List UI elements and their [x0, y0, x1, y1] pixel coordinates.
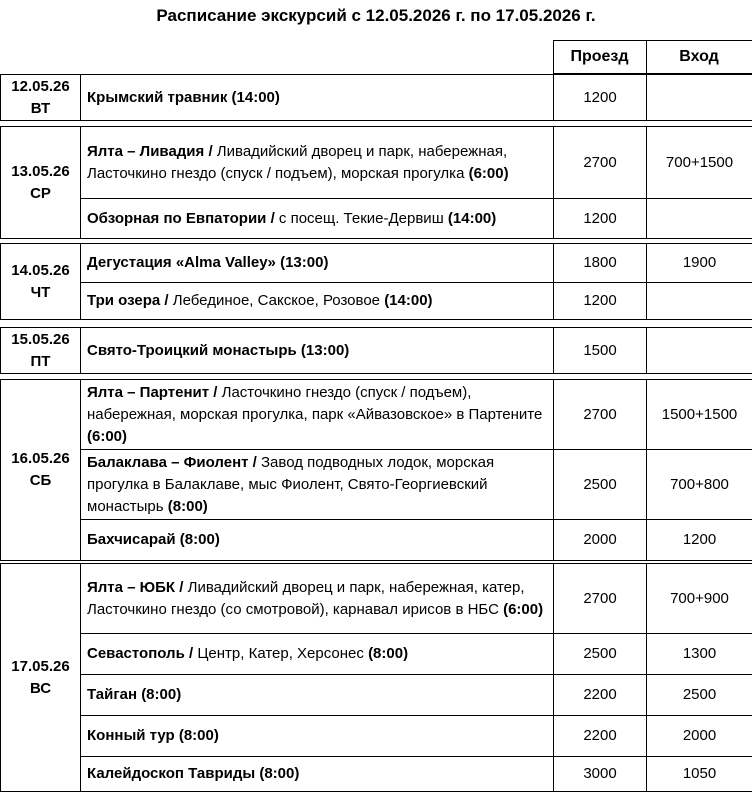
weekday-value: ВС — [29, 679, 52, 697]
tour-description — [81, 520, 554, 561]
day-block — [0, 379, 752, 561]
entry-price: 1900 — [647, 244, 752, 283]
tour-time: (13:00) — [280, 254, 329, 271]
travel-price: 3000 — [554, 757, 647, 792]
date-value: 17.05.26 — [11, 657, 70, 675]
tour-name: Бахчисарай — [87, 531, 176, 548]
tour-name: Крымский травник — [87, 88, 228, 106]
table-row — [1, 520, 752, 561]
entry-price — [647, 75, 752, 121]
entry-price: 1500+1500 — [647, 380, 752, 450]
header-table — [0, 40, 752, 74]
travel-price: 2200 — [554, 716, 647, 757]
day-block — [0, 243, 752, 320]
travel-price: 2500 — [554, 450, 647, 520]
tour-time: (8:00) — [167, 497, 208, 515]
table-row — [1, 127, 752, 199]
date-value: 13.05.26 — [11, 162, 70, 180]
tour-details: Ливадийский дворец и парк, набережная, Ласточкино гнездо (спуск / подъем), морская прогулка — [87, 142, 508, 182]
table-row — [1, 450, 752, 520]
date-cell — [1, 328, 81, 374]
tour-name: Три озера / — [87, 292, 169, 309]
table-row — [1, 283, 752, 320]
tour-time: (6:00) — [503, 600, 544, 618]
date-value: 15.05.26 — [11, 330, 70, 348]
tour-description — [81, 127, 554, 199]
tour-details: Центр, Катер, Херсонес — [197, 645, 364, 662]
tour-description — [81, 757, 554, 792]
travel-price: 1800 — [554, 244, 647, 283]
page-title: Расписание экскурсий с 12.05.2026 г. по 17.05.2026 г. — [156, 6, 596, 25]
travel-price: 2000 — [554, 520, 647, 561]
tour-name: Ялта – ЮБК / — [87, 578, 184, 596]
travel-price: 2700 — [554, 127, 647, 199]
travel-price: 2500 — [554, 634, 647, 675]
tour-name: Ялта – Ливадия / — [87, 142, 213, 160]
header-entry: Вход — [646, 41, 752, 74]
date-cell — [1, 127, 81, 239]
date-cell — [1, 380, 81, 561]
travel-price: 1200 — [554, 199, 647, 239]
tour-description — [81, 380, 554, 450]
tour-time: (6:00) — [87, 427, 128, 445]
table-row — [1, 328, 752, 374]
tour-description — [81, 716, 554, 757]
travel-price: 1200 — [554, 75, 647, 121]
entry-price — [647, 199, 752, 239]
tour-time: (13:00) — [300, 341, 350, 359]
travel-price: 1200 — [554, 283, 647, 320]
tour-description — [81, 634, 554, 675]
date-cell — [1, 564, 81, 792]
weekday-value: СБ — [29, 472, 52, 489]
weekday-value: ПТ — [30, 352, 51, 370]
tour-time: (6:00) — [468, 164, 509, 182]
table-row — [1, 199, 752, 239]
table-row — [1, 757, 752, 792]
day-block — [0, 327, 752, 374]
tour-name: Конный тур — [87, 727, 175, 744]
tour-description — [81, 328, 554, 374]
date-cell — [1, 244, 81, 320]
tour-name: Дегустация «Alma Valley» — [87, 254, 276, 271]
tour-details: Ласточкино гнездо (спуск / подъем), набережная, морская прогулка, парк «Айвазовское» в Партените — [87, 383, 543, 423]
entry-price: 2500 — [647, 675, 752, 716]
tour-name: Ялта – Партенит / — [87, 383, 218, 401]
table-row — [1, 634, 752, 675]
date-cell — [1, 75, 81, 121]
day-block — [0, 563, 752, 792]
date-value: 16.05.26 — [11, 450, 70, 467]
tour-description — [81, 244, 554, 283]
tour-description — [81, 283, 554, 320]
header-travel: Проезд — [553, 41, 646, 74]
table-row — [1, 380, 752, 450]
entry-price — [647, 328, 752, 374]
tour-time: (14:00) — [231, 88, 280, 106]
tour-details: Лебединое, Сакское, Розовое — [172, 292, 381, 309]
tour-time: (8:00) — [178, 727, 219, 744]
tour-time: (8:00) — [141, 686, 182, 703]
tour-time: (14:00) — [447, 209, 497, 227]
tour-name: Свято-Троицкий монастырь — [87, 341, 297, 359]
tour-name: Балаклава – Фиолент / — [87, 453, 257, 471]
tour-details: Завод подводных лодок, морская прогулка в Балаклаве, мыс Фиолент, Свято-Георгиевский монастырь — [87, 453, 495, 515]
day-block — [0, 126, 752, 239]
travel-price: 2200 — [554, 675, 647, 716]
table-row — [1, 75, 752, 121]
table-row — [1, 244, 752, 283]
table-row — [1, 716, 752, 757]
date-value: 14.05.26 — [11, 261, 70, 279]
tour-description — [81, 450, 554, 520]
tour-time: (8:00) — [259, 765, 300, 782]
day-block — [0, 74, 752, 121]
tour-name: Севастополь / — [87, 645, 194, 662]
date-value: 12.05.26 — [11, 77, 70, 95]
tour-description — [81, 564, 554, 634]
entry-price: 2000 — [647, 716, 752, 757]
tour-description — [81, 675, 554, 716]
entry-price: 1300 — [647, 634, 752, 675]
travel-price: 2700 — [554, 380, 647, 450]
entry-price — [647, 283, 752, 320]
table-row — [1, 564, 752, 634]
table-row — [1, 675, 752, 716]
travel-price: 2700 — [554, 564, 647, 634]
tour-details: с посещ. Текие-Дервиш — [278, 209, 444, 227]
tour-time: (14:00) — [384, 292, 433, 309]
tour-name: Тайган — [87, 686, 138, 703]
tour-time: (8:00) — [368, 645, 409, 662]
entry-price: 700+900 — [647, 564, 752, 634]
entry-price: 700+800 — [647, 450, 752, 520]
tour-description — [81, 199, 554, 239]
tour-description — [81, 75, 554, 121]
weekday-value: ВТ — [30, 99, 51, 117]
tour-details: Ливадийский дворец и парк, набережная, катер, Ласточкино гнездо (со смотровой), карнавал ирисов в НБС — [87, 578, 525, 618]
entry-price: 700+1500 — [647, 127, 752, 199]
tour-name: Калейдоскоп Тавриды — [87, 765, 256, 782]
weekday-value: ЧТ — [30, 283, 51, 301]
tour-time: (8:00) — [179, 531, 220, 548]
entry-price: 1050 — [647, 757, 752, 792]
entry-price: 1200 — [647, 520, 752, 561]
tour-name: Обзорная по Евпатории / — [87, 209, 275, 227]
weekday-value: СР — [30, 184, 51, 202]
travel-price: 1500 — [554, 328, 647, 374]
